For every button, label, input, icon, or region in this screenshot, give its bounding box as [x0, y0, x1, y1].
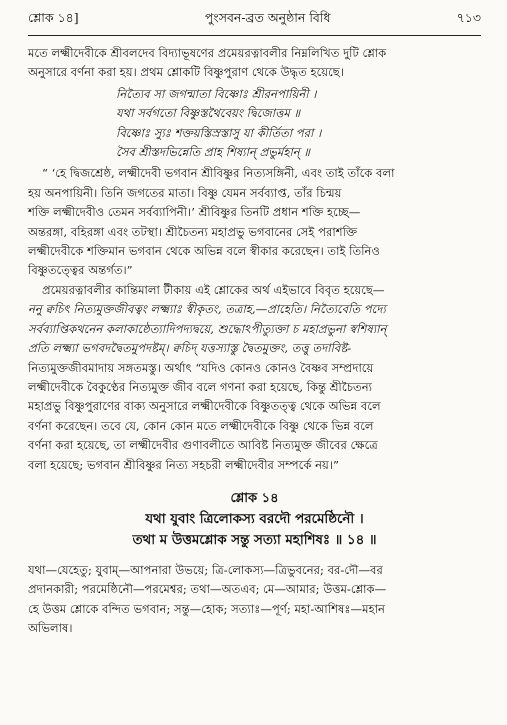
text-line: হয় অনপায়িনী। তিনি জগতের মাতা। বিষ্ণু যেমন সর্বব্যাপ্ত, তাঁর চিন্ময় [28, 185, 342, 200]
header-chapter-title: পুংসবন-ব্রত অনুষ্ঠান বিধি [204, 10, 331, 25]
sanskrit-commentary-line: সর্বব্যাপ্তিকথনেন কলাকাষ্ঠেত্যাদিপদ্যদ্বয়ে, শুদ্ধোঽপীত্যুক্তা চ মহাপ্রভুনা স্বশিষ্যান্ [28, 321, 387, 336]
header-verse-ref: শ্লোক ১৪] [28, 10, 79, 25]
text-line: বিষ্ণুতত্ত্বের অন্তর্গত।” [28, 263, 133, 278]
synonym-line: যথা—যেহেতু; যুবাম্—আপনারা উভয়ে; ত্রি-লোকস্য—ত্রিভুবনের; বর-দৌ—বর [28, 562, 383, 577]
text-line: মহাপ্রভু বিষ্ণুপুরাণের বাক্য অনুসারে লক্ষ্মীদেবীকে বিষ্ণুতত্ত্ব থেকে অভিন্ন বলে [28, 399, 381, 414]
text-line: বর্ণনা করেছেন। তবে যে, কোন কোন মতে লক্ষ্মীদেবীকে বিষ্ণু থেকে ভিন্ন বলে [28, 418, 374, 433]
verse-line: বিষ্ণোঃ স্যুঃ শক্তয়স্তিস্রস্তাসু যা কীর্তিতা পরা । [116, 125, 322, 140]
verse-line: যথা সর্বগতো বিষ্ণুস্তথৈবেয়ং দ্বিজোত্তম ॥ [116, 106, 301, 121]
text-line: শক্তি লক্ষ্মীদেবীও তেমন সর্বব্যাপিনী।’ শ্রীবিষ্ণুর তিনটি প্রধান শক্তি হচ্ছে— [28, 205, 361, 220]
text-line: নিত্যমুক্তজীবমাদায় সঙ্গতমস্তু। অর্থাৎ “যদিও কোনও কোনও বৈষ্ণব সম্প্রদায়ে [28, 360, 374, 375]
text-line: প্রমেয়রত্নাবলীর কান্তিমালা টীকায় এই শ্লোকের অর্থ এইভাবে বিবৃত হয়েছে— [42, 282, 385, 297]
shloka-text [28, 509, 481, 551]
synonym-line: প্রদানকারী; পরমেষ্ঠিনৌ—পরমেশ্বর; তথা—অতএব; মে—আমার; উত্তম-শ্লোক— [28, 582, 387, 597]
purport-paragraph-3 [28, 281, 481, 475]
shloka-line: তথা ম উত্তমশ্লোক সন্তু সত্যা মহাশিষঃ ॥ ১৪ ॥ [132, 531, 377, 548]
text-line: লক্ষ্মীদেবীকে শক্তিমান ভগবান থেকে অভিন্ন বলে স্বীকার করেছেন। তাই তিনিও [28, 244, 380, 259]
purport-paragraph-1 [28, 44, 481, 83]
text-line: বলা হয়েছে; ভগবান শ্রীবিষ্ণুর নিত্য সহচরী লক্ষ্মীদেবীর সম্পর্কে নয়।” [28, 457, 339, 472]
page-number: ৭১৩ [456, 10, 481, 25]
shloka-line: যথা যুবাং ত্রিলোকস্য বরদৌ পরমেষ্ঠিনৌ । [145, 510, 364, 527]
verse-line: নিত্যৈব সা জগন্মাতা বিষ্ণোঃ শ্রীরনপায়িনী । [116, 86, 317, 101]
word-for-word-synonyms [28, 561, 481, 639]
synonym-line: হে উত্তম শ্লোকে বন্দিত ভগবান; সন্তু—হোক; সত্যাঃ—পূর্ণ; মহা-আশিষঃ—মহান [28, 601, 385, 616]
text-line: বর্ণনা করা হয়েছে, তা লক্ষ্মীদেবীর গুণাবলীতে আবিষ্ট নিত্যমুক্ত জীবের ক্ষেত্রে [28, 438, 378, 453]
text-line: মতে লক্ষ্মীদেবীকে শ্রীবলদেব বিদ্যাভূষণের প্রমেয়রত্নাবলীর নিম্নলিখিত দুটি শ্লোক [28, 46, 387, 60]
synonym-line: অভিলাষ। [28, 621, 73, 636]
text-line: অন্তরঙ্গা, বহিরঙ্গা এবং তটস্থা। শ্রীচৈতন্য মহাপ্রভু ভগবানের সেই পরাশক্তি [28, 224, 358, 239]
text-line: “ ‘হে দ্বিজশ্রেষ্ঠ, লক্ষ্মীদেবী ভগবান শ্রীবিষ্ণুর নিত্যসঙ্গিনী, এবং তাই তাঁকে বলা [42, 166, 395, 181]
verse-line: সৈব শ্রীস্তদভিন্নেতি প্রাহ শিষ্যান্ প্রভুর্মহান্ ॥ [116, 145, 310, 160]
purport-paragraph-2 [28, 164, 481, 280]
quoted-sanskrit-verse [28, 85, 481, 163]
sanskrit-commentary-line: প্রতি লক্ষ্ম্যা ভগবদদ্বৈতমুপদষ্টম্। ক্বচিদ্ যত্তস্যাস্তু দ্বৈতমুক্তং, তত্তু তদাবিষ্ট- [28, 341, 352, 356]
text-line: অনুসারে বর্ণনা করা হয়। প্রথম শ্লোকটি বিষ্ণুপুরাণ থেকে উদ্ধৃত হয়েছে। [28, 65, 344, 80]
page-header [28, 10, 481, 36]
sanskrit-commentary-line: ননু ক্বচিৎ নিত্যমুক্তজীবত্বং লক্ষ্ম্যাঃ স্বীকৃতং, তত্রাহ,—প্রাহেতি। নিত্যৈবেতি পদ্যে [28, 302, 386, 317]
shloka-heading: শ্লোক ১৪ [230, 490, 279, 506]
text-line: লক্ষ্মীদেবীকে বৈকুণ্ঠের নিত্যমুক্ত জীব বলে গণনা করা হয়েছে, কিন্তু শ্রীচৈতন্য [28, 379, 372, 394]
